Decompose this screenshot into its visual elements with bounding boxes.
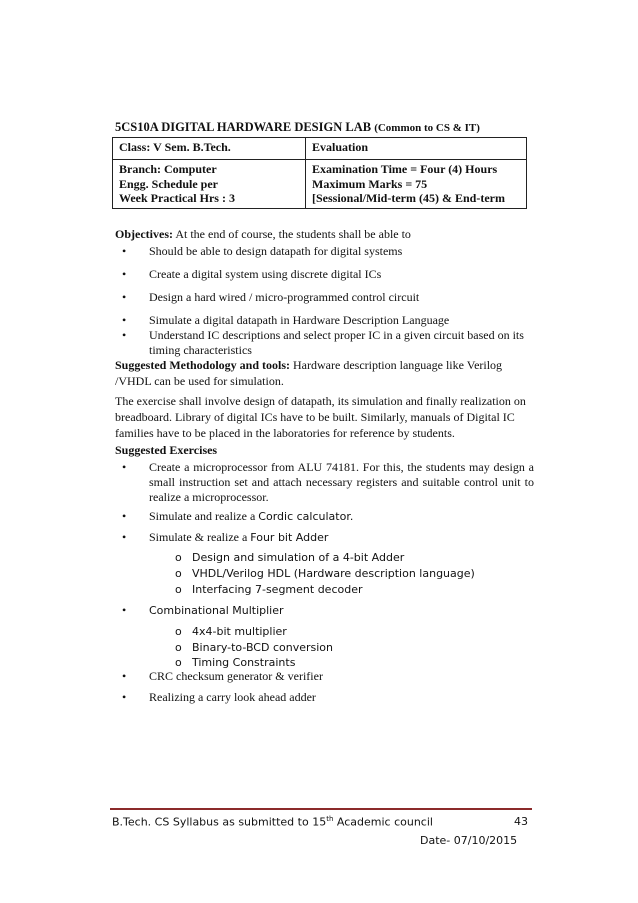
footer-text-a: B.Tech. CS Syllabus as submitted to 15	[112, 815, 327, 829]
evaluation-cell	[306, 138, 527, 160]
objective-text: Design a hard wired / micro-programmed control circuit	[149, 290, 420, 304]
sub-bullet-glyph: o	[175, 583, 182, 596]
sessional-text: [Sessional/Mid-term (45) & End-term	[312, 191, 505, 205]
exam-cell	[306, 160, 527, 209]
sub-bullet-glyph: o	[175, 641, 182, 654]
exercise-text-a: Simulate & realize a	[149, 530, 248, 544]
bullet-glyph: •	[122, 530, 127, 544]
exercises-heading	[115, 442, 535, 458]
course-title-text: 5CS10A DIGITAL HARDWARE DESIGN LAB	[115, 120, 372, 134]
max-marks-text: Maximum Marks = 75	[312, 176, 428, 191]
bullet-glyph: •	[122, 690, 127, 704]
objectives-intro	[115, 226, 535, 242]
sub-item-text: Binary-to-BCD conversion	[192, 641, 333, 654]
course-info-table	[112, 137, 527, 209]
class-label: Class: V Sem. B.Tech.	[119, 140, 231, 154]
exercise-text: Combinational Multiplier	[149, 604, 284, 617]
sub-item-text: Interfacing 7-segment decoder	[192, 583, 363, 596]
sub-item-text: 4x4-bit multiplier	[192, 625, 287, 638]
sub-item-text: VHDL/Verilog HDL (Hardware description language)	[192, 567, 475, 580]
exercise-text-b: Four bit Adder	[250, 531, 329, 544]
sub-bullet-glyph: o	[175, 551, 182, 564]
bullet-glyph: •	[122, 290, 127, 304]
week-hours-text: Week Practical Hrs : 3	[119, 191, 235, 205]
methodology-heading: Suggested Methodology and tools:	[115, 358, 291, 372]
methodology-paragraph	[115, 357, 535, 389]
exercise-text	[149, 530, 534, 545]
exercise-text-b: Cordic calculator.	[258, 510, 354, 523]
bullet-glyph: •	[122, 669, 127, 683]
objectives-heading: Objectives:	[115, 227, 173, 241]
evaluation-label: Evaluation	[312, 140, 369, 154]
exercise-paragraph: The exercise shall involve design of datapath, its simulation and finally realization on breadboard. Library of digital ICs have to be built. Similarly, manuals of Digital IC families have to be placed in the laboratories for reference by students.	[115, 394, 526, 440]
exam-time-text: Examination Time = Four (4) Hours	[312, 162, 498, 176]
schedule-text: Engg. Schedule per	[119, 176, 219, 191]
exercise-text: Realizing a carry look ahead adder	[149, 690, 316, 704]
footer-text-b: Academic council	[333, 815, 433, 829]
class-cell	[113, 138, 306, 160]
bullet-glyph: •	[122, 313, 127, 327]
footer-text	[112, 815, 433, 829]
exercise-text-a: Simulate and realize a	[149, 509, 256, 523]
objective-text: Understand IC descriptions and select proper IC in a given circuit based on its timing characteristics	[149, 328, 524, 357]
bullet-glyph: •	[122, 509, 127, 523]
bullet-glyph: •	[122, 460, 127, 474]
bullet-glyph: •	[122, 244, 127, 258]
exercise-text: Create a microprocessor from ALU 74181. For this, the students may design a small instruction set and attach necessary registers and suitable control unit to realize a microprocessor.	[149, 460, 534, 504]
exercise-text	[149, 509, 534, 524]
branch-text: Branch: Computer	[119, 162, 217, 176]
footer-date: Date- 07/10/2015	[420, 834, 518, 847]
methodology-text: Hardware description language like Verilog /VHDL can be used for simulation.	[115, 358, 503, 388]
objectives-intro-text: At the end of course, the students shall be able to	[175, 227, 411, 241]
page-number: 43	[514, 815, 528, 828]
objective-text: Should be able to design datapath for digital systems	[149, 244, 403, 258]
sub-bullet-glyph: o	[175, 567, 182, 580]
sub-bullet-glyph: o	[175, 656, 182, 669]
objective-text: Simulate a digital datapath in Hardware Description Language	[149, 313, 450, 327]
objective-text: Create a digital system using discrete digital ICs	[149, 267, 382, 281]
footer-divider	[110, 808, 532, 810]
exercise-text: CRC checksum generator & verifier	[149, 669, 323, 683]
sub-item-text: Design and simulation of a 4-bit Adder	[192, 551, 405, 564]
bullet-glyph: •	[122, 267, 127, 281]
bullet-glyph: •	[122, 603, 127, 617]
branch-cell	[113, 160, 306, 209]
sub-item-text: Timing Constraints	[192, 656, 296, 669]
exercises-heading-text: Suggested Exercises	[115, 443, 218, 457]
sub-bullet-glyph: o	[175, 625, 182, 638]
footer-superscript: th	[326, 815, 334, 823]
course-title-suffix: (Common to CS & IT)	[374, 122, 480, 134]
course-title	[115, 120, 480, 135]
bullet-glyph: •	[122, 328, 127, 342]
